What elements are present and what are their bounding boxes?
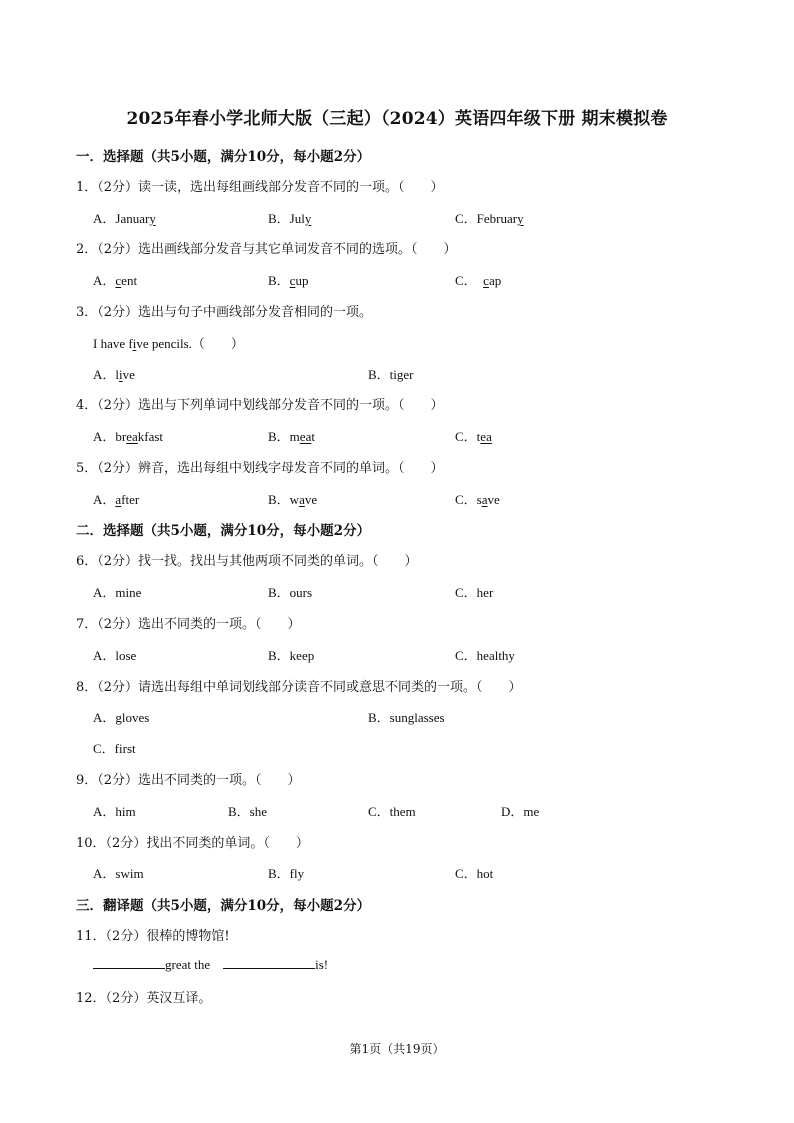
- question-11: 11．（2分）很棒的博物馆!: [76, 929, 230, 944]
- q4-option-c: C．tea: [455, 429, 492, 444]
- question-4: 4．（2分）选出与下列单词中划线部分发音不同的一项。（ ）: [76, 398, 444, 413]
- q7-option-a: A．lose: [93, 648, 137, 663]
- answer-blank-2[interactable]: [223, 956, 315, 969]
- question-9: 9．（2分）选出不同类的一项。（ ）: [76, 773, 301, 788]
- section-heading-2: 二．选择题（共5小题，满分10分，每小题2分）: [76, 523, 371, 539]
- q3-option-a: A．live: [93, 367, 135, 382]
- question-12: 12．（2分）英汉互译。: [76, 991, 212, 1006]
- q11-fill-sentence: great the is!: [93, 956, 328, 973]
- answer-blank-1[interactable]: [93, 956, 165, 969]
- q1-option-c: C．February: [455, 211, 524, 226]
- q2-option-a: A．cent: [93, 273, 138, 288]
- question-1: 1．（2分）读一读，选出每组画线部分发音不同的一项。（ ）: [76, 180, 444, 195]
- question-5: 5．（2分）辨音，选出每组中划线字母发音不同的单词。（ ）: [76, 461, 444, 476]
- q9-option-a: A．him: [93, 804, 136, 819]
- question-7: 7．（2分）选出不同类的一项。（ ）: [76, 617, 301, 632]
- q8-option-c: C．first: [93, 741, 136, 756]
- q9-option-b: B．she: [228, 804, 268, 819]
- q4-option-b: B．meat: [268, 429, 315, 444]
- q3-sentence: I have five pencils.（ ）: [93, 336, 244, 351]
- q6-option-c: C．her: [455, 585, 494, 600]
- q7-option-b: B．keep: [268, 648, 315, 663]
- q8-option-b: B．sunglasses: [368, 710, 445, 725]
- q4-option-a: A．breakfast: [93, 429, 164, 444]
- q7-option-c: C．healthy: [455, 648, 515, 663]
- q1-option-b: B．July: [268, 211, 312, 226]
- q9-option-c: C．them: [368, 804, 416, 819]
- q6-option-a: A．mine: [93, 585, 142, 600]
- q5-option-b: B．wave: [268, 492, 318, 507]
- q9-option-d: D．me: [501, 804, 540, 819]
- q10-option-b: B．fly: [268, 866, 305, 881]
- q5-option-c: C．save: [455, 492, 500, 507]
- q6-option-b: B．ours: [268, 585, 313, 600]
- page-footer: 第1页（共19页）: [349, 1042, 445, 1056]
- question-6: 6．（2分）找一找。找出与其他两项不同类的单词。（ ）: [76, 554, 418, 569]
- q5-option-a: A．after: [93, 492, 140, 507]
- section-heading-3: 三．翻译题（共5小题，满分10分，每小题2分）: [76, 898, 371, 914]
- q10-option-c: C．hot: [455, 866, 494, 881]
- q8-option-a: A．gloves: [93, 710, 150, 725]
- question-3: 3．（2分）选出与句子中画线部分发音相同的一项。: [76, 305, 373, 320]
- q1-option-a: A．January: [93, 211, 156, 226]
- q2-option-c: C． cap: [455, 273, 502, 288]
- q10-option-a: A．swim: [93, 866, 144, 881]
- question-10: 10．（2分）找出不同类的单词。（ ）: [76, 836, 309, 851]
- question-8: 8．（2分）请选出每组中单词划线部分读音不同或意思不同类的一项。（ ）: [76, 680, 522, 695]
- page-title: 2025年春小学北师大版（三起）（2024）英语四年级下册 期末模拟卷: [126, 109, 668, 129]
- q2-option-b: B．cup: [268, 273, 309, 288]
- question-2: 2．（2分）选出画线部分发音与其它单词发音不同的选项。（ ）: [76, 242, 457, 257]
- section-heading-1: 一．选择题（共5小题，满分10分，每小题2分）: [76, 149, 371, 165]
- q3-option-b: B．tiger: [368, 367, 414, 382]
